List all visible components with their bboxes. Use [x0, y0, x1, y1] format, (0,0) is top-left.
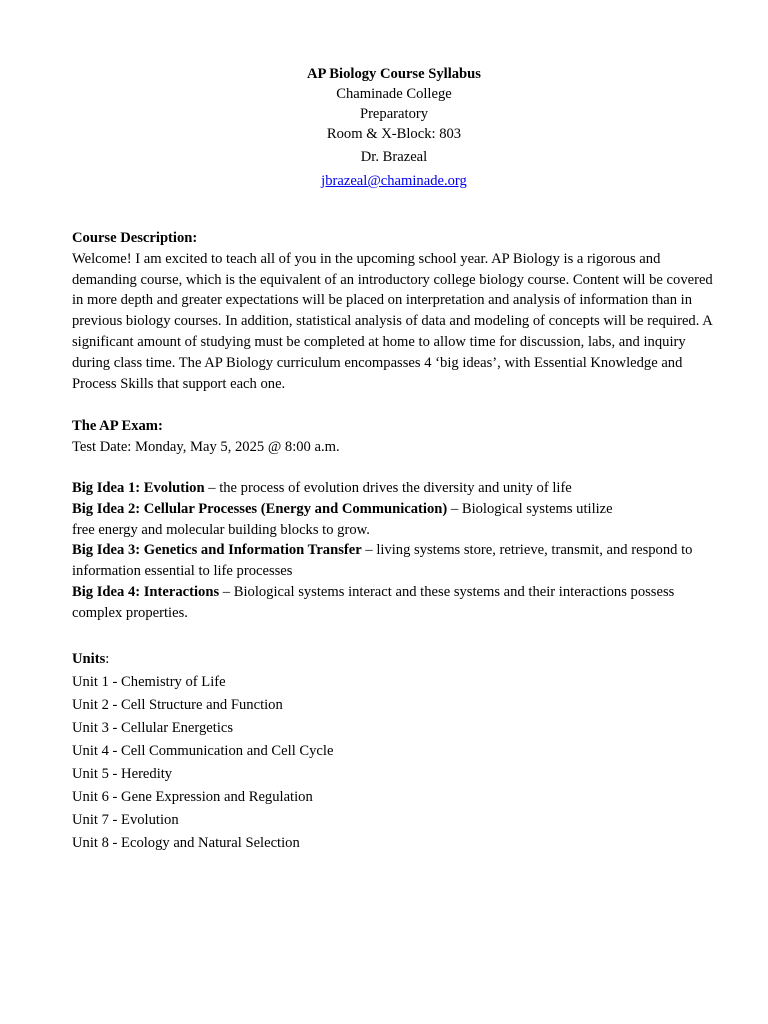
big-idea-3 — [72, 540, 716, 582]
units-heading-label: Units — [72, 650, 106, 667]
school-name-line2: Preparatory — [359, 106, 429, 122]
ap-exam-date: Test Date: Monday, May 5, 2025 @ 8:00 a.m. — [72, 439, 340, 456]
syllabus-page — [72, 64, 716, 855]
big-ideas-section — [72, 478, 716, 624]
syllabus-header — [72, 64, 716, 191]
big-idea-label: Big Idea 4: Interactions — [72, 583, 220, 600]
units-heading-colon: : — [105, 650, 110, 667]
teacher-name: Dr. Brazeal — [360, 149, 428, 165]
big-idea-2 — [72, 499, 637, 541]
document-title: AP Biology Course Syllabus — [307, 66, 481, 82]
unit-item: Unit 1 - Chemistry of Life — [72, 673, 226, 690]
big-idea-label: Big Idea 2: Cellular Processes (Energy and Communication) — [72, 500, 448, 517]
teacher-email-link[interactable]: jbrazeal@chaminade.org — [321, 173, 467, 189]
big-idea-4 — [72, 582, 716, 624]
unit-item: Unit 7 - Evolution — [72, 811, 179, 828]
big-idea-label: Big Idea 3: Genetics and Information Transfer — [72, 542, 362, 559]
big-idea-text: – Biological systems interact and these systems and their interactions possess complex properties. — [72, 583, 675, 621]
unit-item: Unit 3 - Cellular Energetics — [72, 719, 234, 736]
big-idea-label: Big Idea 1: Evolution — [72, 479, 205, 496]
units-section — [72, 648, 716, 855]
unit-item: Unit 5 - Heredity — [72, 765, 173, 782]
big-idea-text: – the process of evolution drives the diversity and unity of life — [204, 479, 572, 496]
ap-exam-section — [72, 416, 716, 458]
units-heading — [72, 648, 716, 671]
unit-item: Unit 8 - Ecology and Natural Selection — [72, 834, 300, 851]
unit-item: Unit 6 - Gene Expression and Regulation — [72, 788, 313, 805]
unit-item: Unit 4 - Cell Communication and Cell Cycle — [72, 742, 334, 759]
big-idea-1 — [72, 478, 716, 499]
big-idea-text: – living systems store, retrieve, transmit, and respond to information essential to life processes — [72, 542, 693, 580]
unit-item: Unit 2 - Cell Structure and Function — [72, 696, 283, 713]
school-name-line1: Chaminade College — [336, 86, 452, 102]
course-description-section — [72, 228, 716, 394]
big-idea-text: – Biological systems utilize free energy and molecular building blocks to grow. — [72, 500, 613, 538]
room-info: Room & X-Block: 803 — [326, 126, 462, 142]
course-description-heading: Course Description: — [72, 230, 198, 246]
ap-exam-heading: The AP Exam: — [72, 418, 163, 435]
course-description-text: Welcome! I am excited to teach all of you in the upcoming school year. AP Biology is a rigorous and demanding course, which is the equivalent of an introductory college biology course. Content will be covered in more depth and greater expectations will be placed on interpretation and analysis of information than in previous biology courses. In addition, statistical analysis of data and modeling of concepts will be required. A significant amount of studying must be completed at home to allow time for discussion, labs, and inquiry during class time. The AP Biology curriculum encompasses 4 ‘big ideas’, with Essential Knowledge and Process Skills that support each one. — [72, 250, 713, 392]
